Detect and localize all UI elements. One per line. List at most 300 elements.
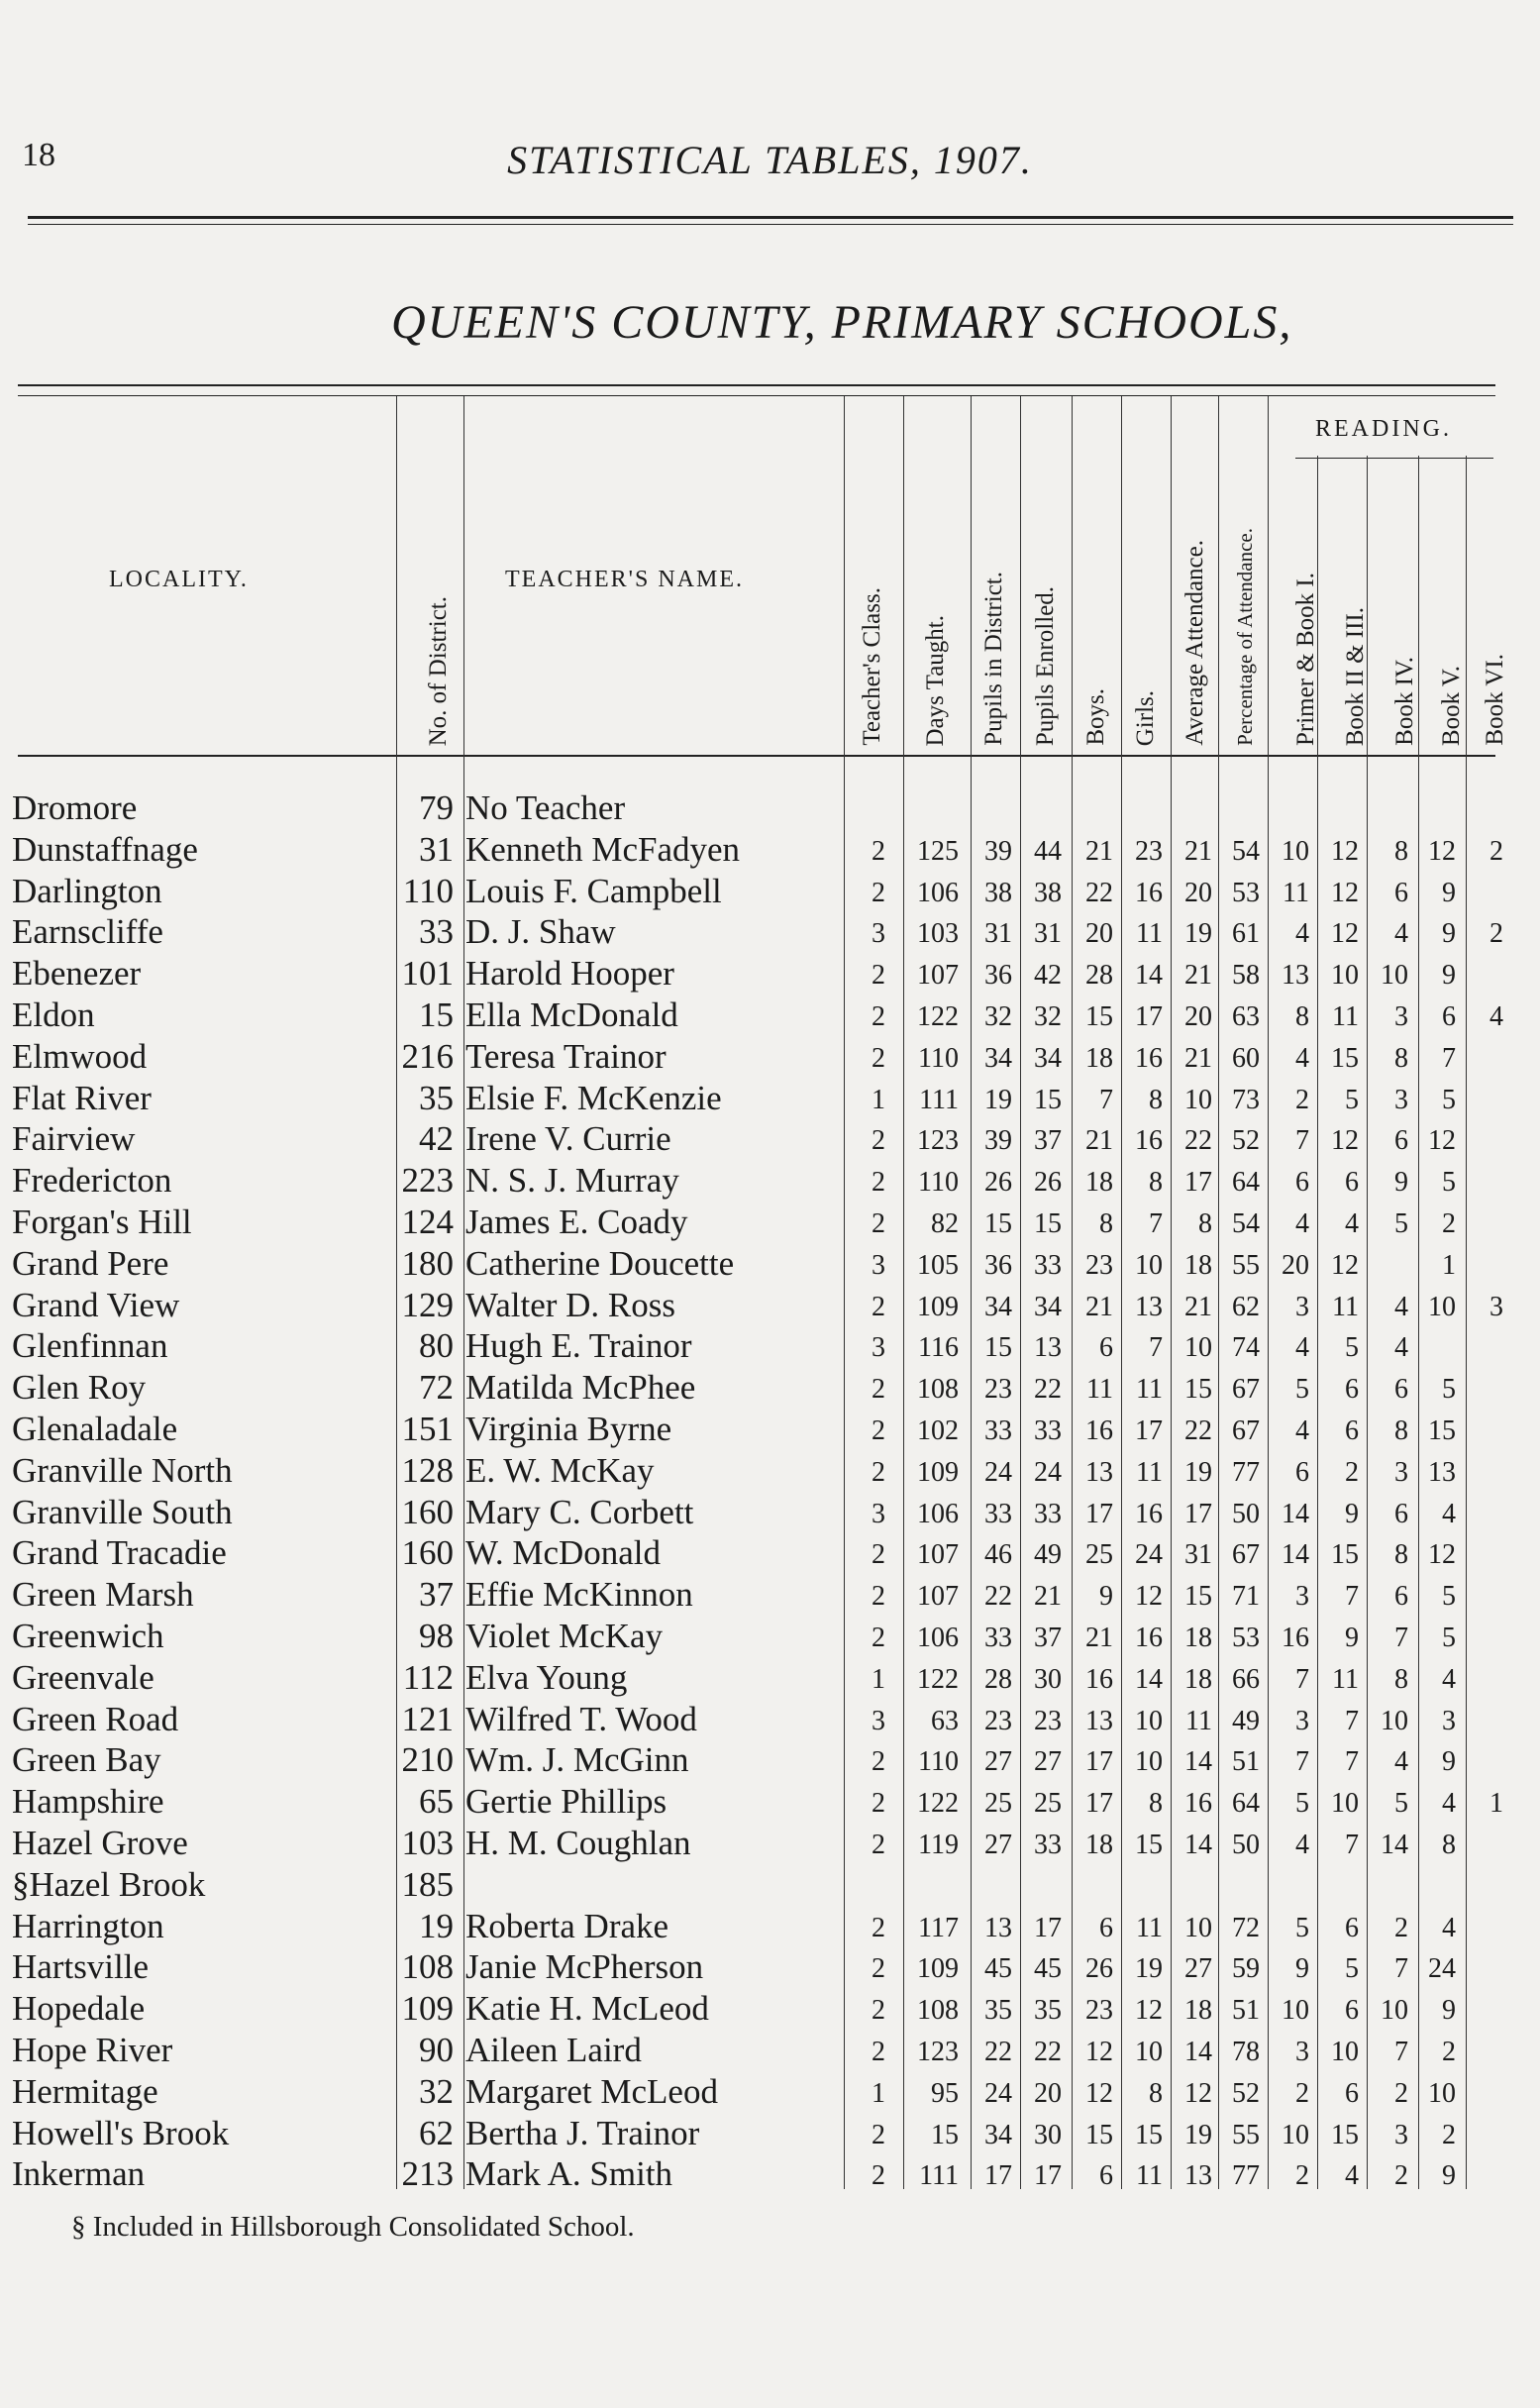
b23-cell: 7 bbox=[1345, 1746, 1359, 1778]
days-cell: 103 bbox=[917, 918, 959, 950]
days-cell: 107 bbox=[917, 960, 959, 992]
pd-cell: 34 bbox=[984, 1291, 1012, 1322]
b23-cell: 5 bbox=[1345, 1332, 1359, 1364]
avg-cell: 18 bbox=[1184, 1249, 1212, 1281]
pct-cell: 50 bbox=[1232, 1829, 1260, 1860]
teacher-class-header: Teacher's Class. bbox=[859, 587, 885, 746]
boys-cell: 13 bbox=[1085, 1705, 1113, 1736]
b23-cell: 12 bbox=[1331, 918, 1359, 950]
teacher-name-cell: Mary C. Corbett bbox=[465, 1492, 694, 1531]
b6-cell: 3 bbox=[1489, 1291, 1503, 1322]
table-row bbox=[0, 1658, 1540, 1700]
girls-cell: 8 bbox=[1149, 1084, 1163, 1115]
girls-cell: 10 bbox=[1135, 2036, 1163, 2067]
avg-cell: 18 bbox=[1184, 1995, 1212, 2027]
boys-cell: 6 bbox=[1099, 1332, 1113, 1364]
district-number-cell: 98 bbox=[419, 1616, 454, 1655]
b23-cell: 6 bbox=[1345, 1995, 1359, 2027]
b23-cell: 7 bbox=[1345, 1705, 1359, 1736]
girls-header: Girls. bbox=[1132, 689, 1159, 746]
locality-cell: Darlington bbox=[12, 871, 162, 910]
b4-cell: 8 bbox=[1394, 1042, 1408, 1074]
b1-cell: 6 bbox=[1295, 1456, 1309, 1488]
average-attendance-header: Average Attendance. bbox=[1181, 540, 1208, 746]
b23-cell: 9 bbox=[1345, 1498, 1359, 1529]
b4-cell: 3 bbox=[1394, 1000, 1408, 1032]
pct-cell: 51 bbox=[1232, 1995, 1260, 2027]
boys-cell: 9 bbox=[1099, 1581, 1113, 1613]
girls-cell: 15 bbox=[1135, 2119, 1163, 2150]
locality-header: LOCALITY. bbox=[109, 567, 249, 592]
b5-cell: 5 bbox=[1442, 1622, 1456, 1653]
teacher-name-cell: Gertie Phillips bbox=[465, 1782, 667, 1822]
b5-cell: 24 bbox=[1428, 1953, 1456, 1985]
table-row bbox=[0, 1119, 1540, 1161]
locality-cell: Hermitage bbox=[12, 2071, 158, 2111]
b6-cell: 2 bbox=[1489, 918, 1503, 950]
cls-cell: 2 bbox=[872, 1167, 885, 1199]
cls-cell: 2 bbox=[872, 1746, 885, 1778]
b1-cell: 11 bbox=[1283, 877, 1309, 908]
b5-cell: 4 bbox=[1442, 1498, 1456, 1529]
b23-cell: 12 bbox=[1331, 1249, 1359, 1281]
avg-cell: 10 bbox=[1184, 1332, 1212, 1364]
pd-cell: 27 bbox=[984, 1746, 1012, 1778]
b5-cell: 6 bbox=[1442, 1000, 1456, 1032]
book-4-header: Book IV. bbox=[1391, 657, 1418, 746]
teacher-name-cell: E. W. McKay bbox=[465, 1450, 655, 1490]
b1-cell: 2 bbox=[1295, 1084, 1309, 1115]
b1-cell: 7 bbox=[1295, 1125, 1309, 1157]
girls-cell: 13 bbox=[1135, 1291, 1163, 1322]
b1-cell: 5 bbox=[1295, 1374, 1309, 1406]
locality-cell: Green Bay bbox=[12, 1740, 161, 1780]
district-number-cell: 72 bbox=[419, 1368, 454, 1408]
cls-cell: 1 bbox=[872, 2077, 885, 2109]
cls-cell: 2 bbox=[872, 1912, 885, 1943]
table-row bbox=[0, 872, 1540, 913]
pe-cell: 37 bbox=[1034, 1622, 1062, 1653]
boys-cell: 25 bbox=[1085, 1539, 1113, 1571]
b5-cell: 2 bbox=[1442, 1207, 1456, 1239]
locality-cell: §Hazel Brook bbox=[12, 1864, 206, 1904]
b4-cell: 9 bbox=[1394, 1167, 1408, 1199]
boys-cell: 22 bbox=[1085, 877, 1113, 908]
cls-cell: 2 bbox=[872, 1207, 885, 1239]
b4-cell: 6 bbox=[1394, 1498, 1408, 1529]
avg-cell: 13 bbox=[1184, 2160, 1212, 2192]
locality-cell: Fairview bbox=[12, 1119, 136, 1159]
district-number-cell: 185 bbox=[401, 1864, 454, 1904]
district-number-cell: 19 bbox=[419, 1906, 454, 1945]
pe-cell: 38 bbox=[1034, 877, 1062, 908]
b4-cell: 6 bbox=[1394, 1581, 1408, 1613]
b23-cell: 15 bbox=[1331, 1539, 1359, 1571]
boys-cell: 28 bbox=[1085, 960, 1113, 992]
boys-cell: 26 bbox=[1085, 1953, 1113, 1985]
girls-cell: 11 bbox=[1136, 1912, 1163, 1943]
table-row bbox=[0, 954, 1540, 995]
boys-cell: 16 bbox=[1085, 1663, 1113, 1695]
teacher-name-cell: Ella McDonald bbox=[465, 995, 678, 1034]
boys-cell: 12 bbox=[1085, 2077, 1113, 2109]
locality-cell: Grand View bbox=[12, 1285, 180, 1324]
b23-cell: 5 bbox=[1345, 1084, 1359, 1115]
girls-cell: 8 bbox=[1149, 2077, 1163, 2109]
b1-cell: 2 bbox=[1295, 2160, 1309, 2192]
avg-cell: 12 bbox=[1184, 2077, 1212, 2109]
cls-cell: 2 bbox=[872, 1414, 885, 1446]
table-row bbox=[0, 2154, 1540, 2196]
girls-cell: 11 bbox=[1136, 918, 1163, 950]
b4-cell: 8 bbox=[1394, 1663, 1408, 1695]
girls-cell: 12 bbox=[1135, 1581, 1163, 1613]
district-number-cell: 129 bbox=[401, 1285, 454, 1324]
boys-cell: 15 bbox=[1085, 2119, 1113, 2150]
girls-cell: 19 bbox=[1135, 1953, 1163, 1985]
cls-cell: 2 bbox=[872, 960, 885, 992]
pd-cell: 15 bbox=[984, 1332, 1012, 1364]
days-cell: 15 bbox=[931, 2119, 959, 2150]
district-number-cell: 79 bbox=[419, 788, 454, 827]
avg-cell: 14 bbox=[1184, 2036, 1212, 2067]
locality-cell: Grand Pere bbox=[12, 1243, 169, 1283]
days-cell: 110 bbox=[918, 1746, 959, 1778]
boys-cell: 18 bbox=[1085, 1042, 1113, 1074]
avg-cell: 21 bbox=[1184, 1291, 1212, 1322]
boys-cell: 21 bbox=[1085, 1622, 1113, 1653]
b5-cell: 10 bbox=[1428, 1291, 1456, 1322]
pe-cell: 44 bbox=[1034, 835, 1062, 867]
b1-cell: 10 bbox=[1282, 835, 1309, 867]
b23-cell: 6 bbox=[1345, 1414, 1359, 1446]
cls-cell: 2 bbox=[872, 1125, 885, 1157]
b23-cell: 10 bbox=[1331, 960, 1359, 992]
teacher-name-cell: Bertha J. Trainor bbox=[465, 2113, 700, 2152]
girls-cell: 8 bbox=[1149, 1788, 1163, 1820]
days-cell: 107 bbox=[917, 1581, 959, 1613]
days-cell: 107 bbox=[917, 1539, 959, 1571]
pe-cell: 24 bbox=[1034, 1456, 1062, 1488]
pe-cell: 23 bbox=[1034, 1705, 1062, 1736]
cls-cell: 3 bbox=[872, 1705, 885, 1736]
b5-cell: 3 bbox=[1442, 1705, 1456, 1736]
pd-cell: 33 bbox=[984, 1414, 1012, 1446]
cls-cell: 2 bbox=[872, 1000, 885, 1032]
pct-cell: 78 bbox=[1232, 2036, 1260, 2067]
cls-cell: 2 bbox=[872, 1291, 885, 1322]
locality-cell: Glen Roy bbox=[12, 1368, 147, 1408]
b5-cell: 9 bbox=[1442, 918, 1456, 950]
pct-cell: 67 bbox=[1232, 1414, 1260, 1446]
days-cell: 123 bbox=[917, 1125, 959, 1157]
teacher-name-cell: Teresa Trainor bbox=[465, 1036, 667, 1076]
b23-cell: 12 bbox=[1331, 877, 1359, 908]
locality-cell: Fredericton bbox=[12, 1161, 172, 1201]
b1-cell: 4 bbox=[1295, 1414, 1309, 1446]
teacher-name-cell: Janie McPherson bbox=[465, 1947, 704, 1987]
days-taught-header: Days Taught. bbox=[922, 614, 949, 746]
pd-cell: 24 bbox=[984, 2077, 1012, 2109]
b4-cell: 3 bbox=[1394, 2119, 1408, 2150]
pe-cell: 32 bbox=[1034, 1000, 1062, 1032]
avg-cell: 27 bbox=[1184, 1953, 1212, 1985]
avg-cell: 19 bbox=[1184, 918, 1212, 950]
district-number-cell: 160 bbox=[401, 1492, 454, 1531]
cls-cell: 2 bbox=[872, 1788, 885, 1820]
table-row bbox=[0, 1740, 1540, 1782]
b4-cell: 2 bbox=[1394, 2077, 1408, 2109]
teacher-name-cell: Harold Hooper bbox=[465, 954, 674, 994]
b5-cell: 5 bbox=[1442, 1374, 1456, 1406]
days-cell: 82 bbox=[931, 1207, 959, 1239]
district-number-cell: 210 bbox=[401, 1740, 454, 1780]
b23-cell: 12 bbox=[1331, 835, 1359, 867]
days-cell: 119 bbox=[918, 1829, 959, 1860]
locality-cell: Glenaladale bbox=[12, 1409, 178, 1448]
girls-cell: 16 bbox=[1135, 877, 1163, 908]
avg-cell: 22 bbox=[1184, 1125, 1212, 1157]
district-number-cell: 108 bbox=[401, 1947, 454, 1987]
district-number-cell: 160 bbox=[401, 1533, 454, 1573]
pd-cell: 24 bbox=[984, 1456, 1012, 1488]
days-cell: 109 bbox=[917, 1456, 959, 1488]
b23-cell: 11 bbox=[1332, 1291, 1359, 1322]
b5-cell: 9 bbox=[1442, 1746, 1456, 1778]
district-number-cell: 65 bbox=[419, 1782, 454, 1822]
cls-cell: 2 bbox=[872, 1995, 885, 2027]
pupils-enrolled-header: Pupils Enrolled. bbox=[1032, 585, 1059, 746]
days-cell: 106 bbox=[917, 1622, 959, 1653]
b5-cell: 8 bbox=[1442, 1829, 1456, 1860]
b23-cell: 11 bbox=[1332, 1663, 1359, 1695]
cls-cell: 2 bbox=[872, 1539, 885, 1571]
pct-cell: 73 bbox=[1232, 1084, 1260, 1115]
pe-cell: 21 bbox=[1034, 1581, 1062, 1613]
pd-cell: 45 bbox=[984, 1953, 1012, 1985]
header-rule bbox=[28, 216, 1513, 219]
locality-cell: Harrington bbox=[12, 1906, 164, 1945]
teacher-name-cell: Irene V. Currie bbox=[465, 1119, 671, 1159]
locality-cell: Hazel Grove bbox=[12, 1823, 188, 1862]
teacher-name-cell: Kenneth McFadyen bbox=[465, 829, 741, 869]
avg-cell: 19 bbox=[1184, 1456, 1212, 1488]
pd-cell: 39 bbox=[984, 835, 1012, 867]
pe-cell: 13 bbox=[1034, 1332, 1062, 1364]
reading-header: READING. bbox=[1315, 416, 1452, 442]
pct-cell: 52 bbox=[1232, 1125, 1260, 1157]
cls-cell: 2 bbox=[872, 1829, 885, 1860]
pct-cell: 50 bbox=[1232, 1498, 1260, 1529]
avg-cell: 15 bbox=[1184, 1581, 1212, 1613]
no-of-district-header: No. of District. bbox=[425, 595, 452, 746]
district-number-cell: 110 bbox=[402, 871, 454, 910]
pd-cell: 15 bbox=[984, 1207, 1012, 1239]
book-6-header: Book VI. bbox=[1482, 654, 1508, 746]
days-cell: 109 bbox=[917, 1953, 959, 1985]
boys-cell: 17 bbox=[1085, 1788, 1113, 1820]
cls-cell: 2 bbox=[872, 2119, 885, 2150]
b4-cell: 8 bbox=[1394, 1414, 1408, 1446]
b5-cell: 12 bbox=[1428, 835, 1456, 867]
pct-cell: 77 bbox=[1232, 1456, 1260, 1488]
days-cell: 105 bbox=[917, 1249, 959, 1281]
boys-cell: 18 bbox=[1085, 1167, 1113, 1199]
pe-cell: 30 bbox=[1034, 2119, 1062, 2150]
b4-cell: 4 bbox=[1394, 1291, 1408, 1322]
b1-cell: 4 bbox=[1295, 1207, 1309, 1239]
district-number-cell: 128 bbox=[401, 1450, 454, 1490]
district-number-cell: 121 bbox=[401, 1699, 454, 1738]
pe-cell: 49 bbox=[1034, 1539, 1062, 1571]
boys-cell: 23 bbox=[1085, 1995, 1113, 2027]
b23-cell: 2 bbox=[1345, 1456, 1359, 1488]
days-cell: 110 bbox=[918, 1042, 959, 1074]
pct-cell: 55 bbox=[1232, 1249, 1260, 1281]
b1-cell: 3 bbox=[1295, 2036, 1309, 2067]
b1-cell: 8 bbox=[1295, 1000, 1309, 1032]
teacher-name-cell: Mark A. Smith bbox=[465, 2154, 673, 2194]
b1-cell: 3 bbox=[1295, 1581, 1309, 1613]
pd-cell: 25 bbox=[984, 1788, 1012, 1820]
district-number-cell: 112 bbox=[402, 1657, 454, 1697]
district-number-cell: 62 bbox=[419, 2113, 454, 2152]
avg-cell: 17 bbox=[1184, 1167, 1212, 1199]
b5-cell: 9 bbox=[1442, 960, 1456, 992]
cls-cell: 2 bbox=[872, 2160, 885, 2192]
b4-cell: 4 bbox=[1394, 1746, 1408, 1778]
b23-cell: 6 bbox=[1345, 1374, 1359, 1406]
girls-cell: 10 bbox=[1135, 1746, 1163, 1778]
avg-cell: 18 bbox=[1184, 1622, 1212, 1653]
b5-cell: 9 bbox=[1442, 2160, 1456, 2192]
b5-cell: 7 bbox=[1442, 1042, 1456, 1074]
boys-cell: 13 bbox=[1085, 1456, 1113, 1488]
locality-cell: Eldon bbox=[12, 995, 95, 1034]
pd-cell: 23 bbox=[984, 1705, 1012, 1736]
avg-cell: 15 bbox=[1184, 1374, 1212, 1406]
pct-cell: 62 bbox=[1232, 1291, 1260, 1322]
b5-cell: 12 bbox=[1428, 1539, 1456, 1571]
header-rule-thin bbox=[28, 224, 1513, 225]
cls-cell: 2 bbox=[872, 1042, 885, 1074]
b4-cell: 7 bbox=[1394, 1622, 1408, 1653]
b5-cell: 4 bbox=[1442, 1912, 1456, 1943]
table-row bbox=[0, 1782, 1540, 1824]
b5-cell: 15 bbox=[1428, 1414, 1456, 1446]
page-number: 18 bbox=[22, 137, 55, 173]
b5-cell: 9 bbox=[1442, 877, 1456, 908]
avg-cell: 8 bbox=[1198, 1207, 1212, 1239]
locality-cell: Green Marsh bbox=[12, 1575, 194, 1615]
girls-cell: 16 bbox=[1135, 1498, 1163, 1529]
district-number-cell: 180 bbox=[401, 1243, 454, 1283]
avg-cell: 20 bbox=[1184, 877, 1212, 908]
b1-cell: 20 bbox=[1282, 1249, 1309, 1281]
b4-cell: 7 bbox=[1394, 1953, 1408, 1985]
b4-cell: 6 bbox=[1394, 1125, 1408, 1157]
b4-cell: 6 bbox=[1394, 1374, 1408, 1406]
b4-cell: 6 bbox=[1394, 877, 1408, 908]
b4-cell: 5 bbox=[1394, 1207, 1408, 1239]
cls-cell: 1 bbox=[872, 1084, 885, 1115]
table-row bbox=[0, 2031, 1540, 2072]
b5-cell: 4 bbox=[1442, 1663, 1456, 1695]
pd-cell: 28 bbox=[984, 1663, 1012, 1695]
table-row bbox=[0, 1368, 1540, 1410]
locality-cell: Forgan's Hill bbox=[12, 1202, 192, 1241]
b4-cell: 8 bbox=[1394, 1539, 1408, 1571]
b1-cell: 10 bbox=[1282, 1995, 1309, 2027]
days-cell: 108 bbox=[917, 1995, 959, 2027]
pd-cell: 36 bbox=[984, 960, 1012, 992]
locality-cell: Hampshire bbox=[12, 1782, 164, 1822]
district-number-cell: 31 bbox=[419, 829, 454, 869]
b23-cell: 4 bbox=[1345, 1207, 1359, 1239]
b4-cell: 4 bbox=[1394, 918, 1408, 950]
teacher-name-cell: No Teacher bbox=[465, 788, 626, 827]
b23-cell: 11 bbox=[1332, 1000, 1359, 1032]
locality-cell: Granville North bbox=[12, 1450, 233, 1490]
pe-cell: 45 bbox=[1034, 1953, 1062, 1985]
pct-cell: 67 bbox=[1232, 1539, 1260, 1571]
pd-cell: 33 bbox=[984, 1622, 1012, 1653]
girls-cell: 15 bbox=[1135, 1829, 1163, 1860]
pct-cell: 64 bbox=[1232, 1788, 1260, 1820]
locality-cell: Hopedale bbox=[12, 1989, 146, 2029]
girls-cell: 7 bbox=[1149, 1207, 1163, 1239]
teacher-name-cell: Hugh E. Trainor bbox=[465, 1326, 692, 1366]
avg-cell: 21 bbox=[1184, 1042, 1212, 1074]
b5-cell: 2 bbox=[1442, 2119, 1456, 2150]
days-cell: 122 bbox=[917, 1000, 959, 1032]
cls-cell: 3 bbox=[872, 1249, 885, 1281]
b23-cell: 6 bbox=[1345, 1912, 1359, 1943]
table-row bbox=[0, 830, 1540, 872]
boys-cell: 7 bbox=[1099, 1084, 1113, 1115]
teacher-name-cell: Louis F. Campbell bbox=[465, 871, 722, 910]
table-row bbox=[0, 1410, 1540, 1451]
b4-cell: 2 bbox=[1394, 2160, 1408, 2192]
pe-cell: 33 bbox=[1034, 1414, 1062, 1446]
b1-cell: 5 bbox=[1295, 1912, 1309, 1943]
b6-cell: 2 bbox=[1489, 835, 1503, 867]
boys-cell: 11 bbox=[1086, 1374, 1113, 1406]
pd-cell: 31 bbox=[984, 918, 1012, 950]
avg-cell: 10 bbox=[1184, 1912, 1212, 1943]
b23-cell: 15 bbox=[1331, 1042, 1359, 1074]
district-number-cell: 35 bbox=[419, 1078, 454, 1117]
b1-cell: 9 bbox=[1295, 1953, 1309, 1985]
pct-cell: 52 bbox=[1232, 2077, 1260, 2109]
teacher-name-header: TEACHER'S NAME. bbox=[505, 567, 744, 592]
district-number-cell: 213 bbox=[401, 2154, 454, 2194]
avg-cell: 21 bbox=[1184, 960, 1212, 992]
pe-cell: 22 bbox=[1034, 1374, 1062, 1406]
girls-cell: 23 bbox=[1135, 835, 1163, 867]
locality-cell: Green Road bbox=[12, 1699, 179, 1738]
days-cell: 123 bbox=[917, 2036, 959, 2067]
b4-cell: 10 bbox=[1381, 1995, 1408, 2027]
teacher-name-cell: James E. Coady bbox=[465, 1202, 688, 1241]
pct-cell: 61 bbox=[1232, 918, 1260, 950]
b23-cell: 5 bbox=[1345, 1953, 1359, 1985]
teacher-name-cell: Walter D. Ross bbox=[465, 1285, 676, 1324]
pd-cell: 46 bbox=[984, 1539, 1012, 1571]
b5-cell: 10 bbox=[1428, 2077, 1456, 2109]
district-number-cell: 124 bbox=[401, 1202, 454, 1241]
b4-cell: 4 bbox=[1394, 1332, 1408, 1364]
